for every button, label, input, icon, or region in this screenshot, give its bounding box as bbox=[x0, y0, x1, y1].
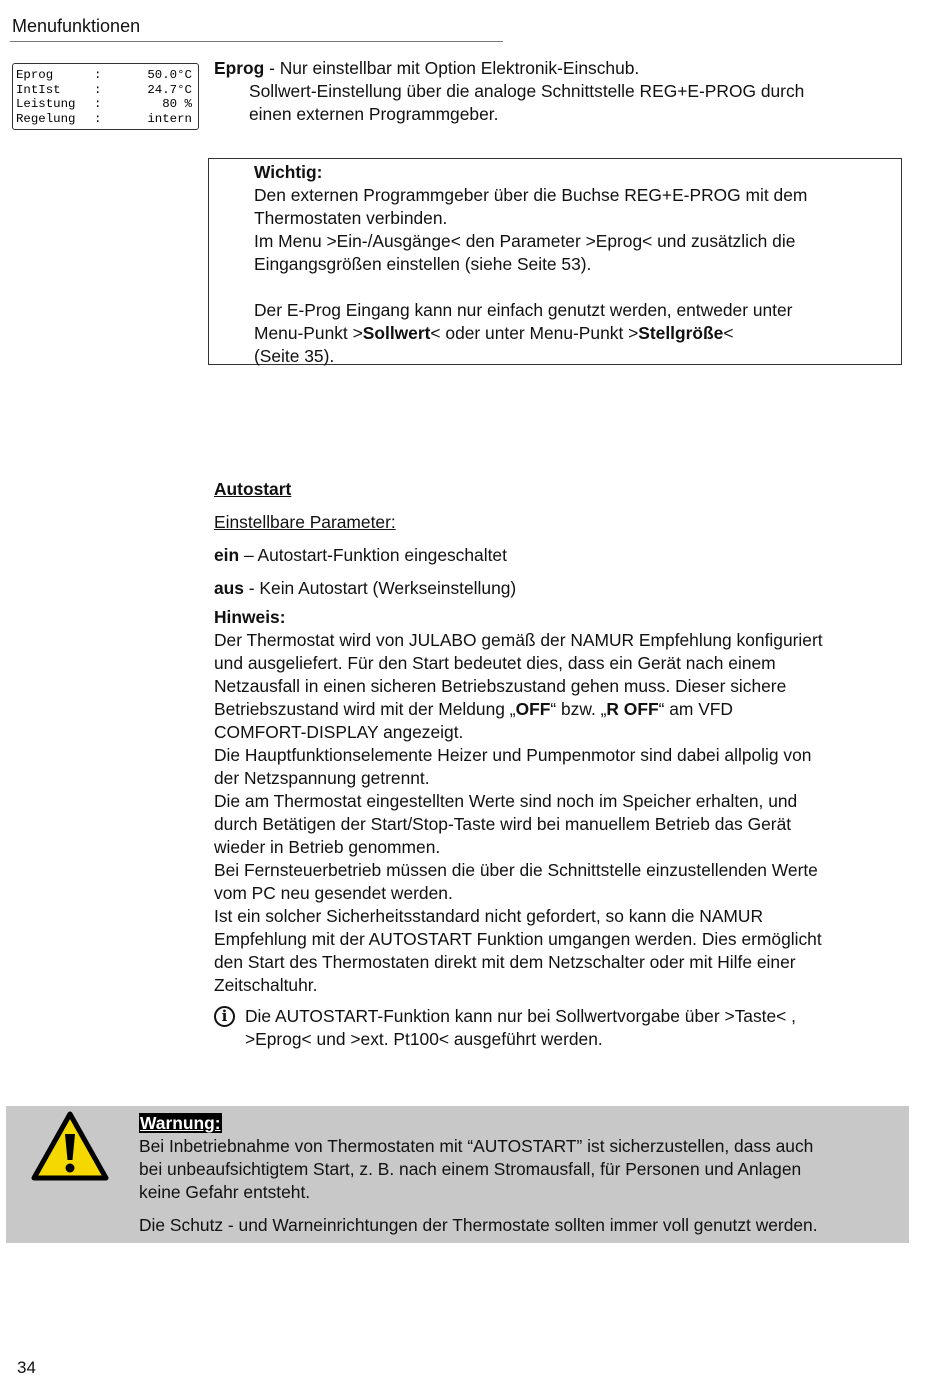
hint-line: COMFORT-DISPLAY angezeigt. bbox=[214, 722, 464, 742]
page-number: 34 bbox=[17, 1358, 36, 1377]
autostart-section bbox=[214, 478, 904, 1051]
warning-line: keine Gefahr entsteht. bbox=[139, 1182, 311, 1202]
important-para2-line1: Der E-Prog Eingang kann nur einfach genutzt werden, entweder unter bbox=[254, 300, 793, 320]
lcd-label: Regelung bbox=[16, 111, 76, 126]
lcd-row bbox=[16, 112, 192, 127]
eprog-line bbox=[214, 57, 914, 80]
eprog-line1-rest: - Nur einstellbar mit Option Elektronik-Einschub. bbox=[264, 58, 640, 78]
param-ein-term: ein bbox=[214, 545, 240, 565]
warning-title-row bbox=[139, 1112, 909, 1135]
hint-line: der Netzspannung getrennt. bbox=[214, 768, 430, 788]
param-ein bbox=[214, 544, 904, 567]
param-aus bbox=[214, 577, 904, 600]
spacer bbox=[254, 276, 891, 299]
hint-line bbox=[214, 698, 904, 721]
sollwert-term: Sollwert bbox=[362, 323, 431, 343]
lcd-colon: : bbox=[94, 111, 102, 126]
important-line: Thermostaten verbinden. bbox=[254, 208, 448, 228]
hint-line: Bei Fernsteuerbetrieb müssen die über die Schnittstelle einzustellenden Werte bbox=[214, 860, 818, 880]
param-aus-desc: - Kein Autostart (Werkseinstellung) bbox=[243, 578, 517, 598]
lcd-colon: : bbox=[94, 82, 102, 97]
lcd-colon: : bbox=[94, 68, 102, 82]
warning-line: Bei Inbetriebnahme von Thermostaten mit “AUTOSTART” ist sicherzustellen, dass auch bbox=[139, 1136, 814, 1156]
important-line: Eingangsgrößen einstellen (siehe Seite 53). bbox=[254, 254, 592, 274]
eprog-description bbox=[214, 57, 914, 126]
param-aus-term: aus bbox=[214, 578, 244, 598]
important-line: Im Menu >Ein-/Ausgänge< den Parameter >Eprog< und zusätzlich die bbox=[254, 231, 796, 251]
hint-line: durch Betätigen der Start/Stop-Taste wird bei manuellem Betrieb das Gerät bbox=[214, 814, 792, 834]
important-line: Den externen Programmgeber über die Buchse REG+E-PROG mit dem bbox=[254, 185, 808, 205]
header-divider bbox=[10, 41, 503, 42]
info-line: Die AUTOSTART-Funktion kann nur bei Sollwertvorgabe über >Taste< , bbox=[245, 1006, 796, 1026]
lcd-colon: : bbox=[94, 97, 102, 111]
text-fragment: Betriebszustand wird mit der Meldung „ bbox=[214, 699, 516, 719]
lcd-label: IntIst bbox=[16, 82, 61, 97]
lcd-value: 50.0°C bbox=[147, 68, 192, 82]
lcd-row bbox=[16, 83, 192, 98]
lcd-row bbox=[16, 68, 192, 83]
param-ein-desc: – Autostart-Funktion eingeschaltet bbox=[239, 545, 507, 565]
eprog-line3: einen externen Programmgeber. bbox=[249, 104, 499, 124]
info-note bbox=[214, 1005, 904, 1051]
hint-line: Die am Thermostat eingestellten Werte sind noch im Speicher erhalten, und bbox=[214, 791, 798, 811]
eprog-term: Eprog bbox=[214, 58, 265, 78]
stellgroesse-term: Stellgröße bbox=[638, 323, 724, 343]
important-notice-box bbox=[208, 158, 902, 365]
text-fragment: < bbox=[723, 323, 734, 343]
hint-line: Die Hauptfunktionselemente Heizer und Pumpenmotor sind dabei allpolig von bbox=[214, 745, 812, 765]
warning-line: Die Schutz - und Warneinrichtungen der Thermostate sollten immer voll genutzt werden. bbox=[139, 1215, 818, 1235]
hint-title: Hinweis: bbox=[214, 607, 286, 627]
text-fragment: Menu-Punkt > bbox=[254, 323, 363, 343]
important-para2-line3: (Seite 35). bbox=[254, 346, 335, 366]
lcd-value: 24.7°C bbox=[147, 82, 192, 97]
lcd-value: intern bbox=[147, 111, 192, 126]
text-fragment: < oder unter Menu-Punkt > bbox=[430, 323, 639, 343]
hint-line: Netzausfall in einen sicheren Betriebszustand gehen muss. Dieser sichere bbox=[214, 676, 787, 696]
off-message: OFF bbox=[515, 699, 551, 719]
hint-line: Der Thermostat wird von JULABO gemäß der NAMUR Empfehlung konfiguriert bbox=[214, 630, 823, 650]
info-text bbox=[245, 1005, 796, 1051]
params-label: Einstellbare Parameter: bbox=[214, 512, 396, 532]
warning-line: bei unbeaufsichtigtem Start, z. B. nach einem Stromausfall, für Personen und Anlagen bbox=[139, 1159, 802, 1179]
warning-text bbox=[139, 1112, 909, 1237]
r-off-message: R OFF bbox=[606, 699, 659, 719]
hint-line: Zeitschaltuhr. bbox=[214, 975, 318, 995]
warning-title: Warnung: bbox=[140, 1113, 221, 1133]
important-para2-line2 bbox=[254, 322, 891, 345]
info-icon: i bbox=[214, 1006, 235, 1027]
page-header-title: Menufunktionen bbox=[12, 16, 141, 36]
text-fragment: “ am VFD bbox=[658, 699, 733, 719]
hint-line: Empfehlung mit der AUTOSTART Funktion umgangen werden. Dies ermöglicht bbox=[214, 929, 822, 949]
warning-triangle-icon bbox=[30, 1110, 110, 1182]
hint-line: und ausgeliefert. Für den Start bedeutet dies, dass ein Gerät nach einem bbox=[214, 653, 776, 673]
lcd-row bbox=[16, 97, 192, 112]
autostart-title: Autostart bbox=[214, 479, 292, 499]
lcd-label: Leistung bbox=[16, 97, 76, 111]
lcd-value: 80 % bbox=[162, 97, 192, 111]
info-line: >Eprog< und >ext. Pt100< ausgeführt werden. bbox=[245, 1029, 603, 1049]
hint-line: den Start des Thermostaten direkt mit dem Netzschalter oder mit Hilfe einer bbox=[214, 952, 796, 972]
hint-line: vom PC neu gesendet werden. bbox=[214, 883, 453, 903]
eprog-line2: Sollwert-Einstellung über die analoge Schnittstelle REG+E-PROG durch bbox=[249, 81, 805, 101]
hint-line: Ist ein solcher Sicherheitsstandard nicht gefordert, so kann die NAMUR bbox=[214, 906, 764, 926]
important-title: Wichtig: bbox=[254, 162, 323, 182]
hint-line: wieder in Betrieb genommen. bbox=[214, 837, 441, 857]
text-fragment: “ bzw. „ bbox=[550, 699, 607, 719]
lcd-display bbox=[12, 63, 199, 130]
lcd-label: Eprog bbox=[16, 68, 54, 82]
